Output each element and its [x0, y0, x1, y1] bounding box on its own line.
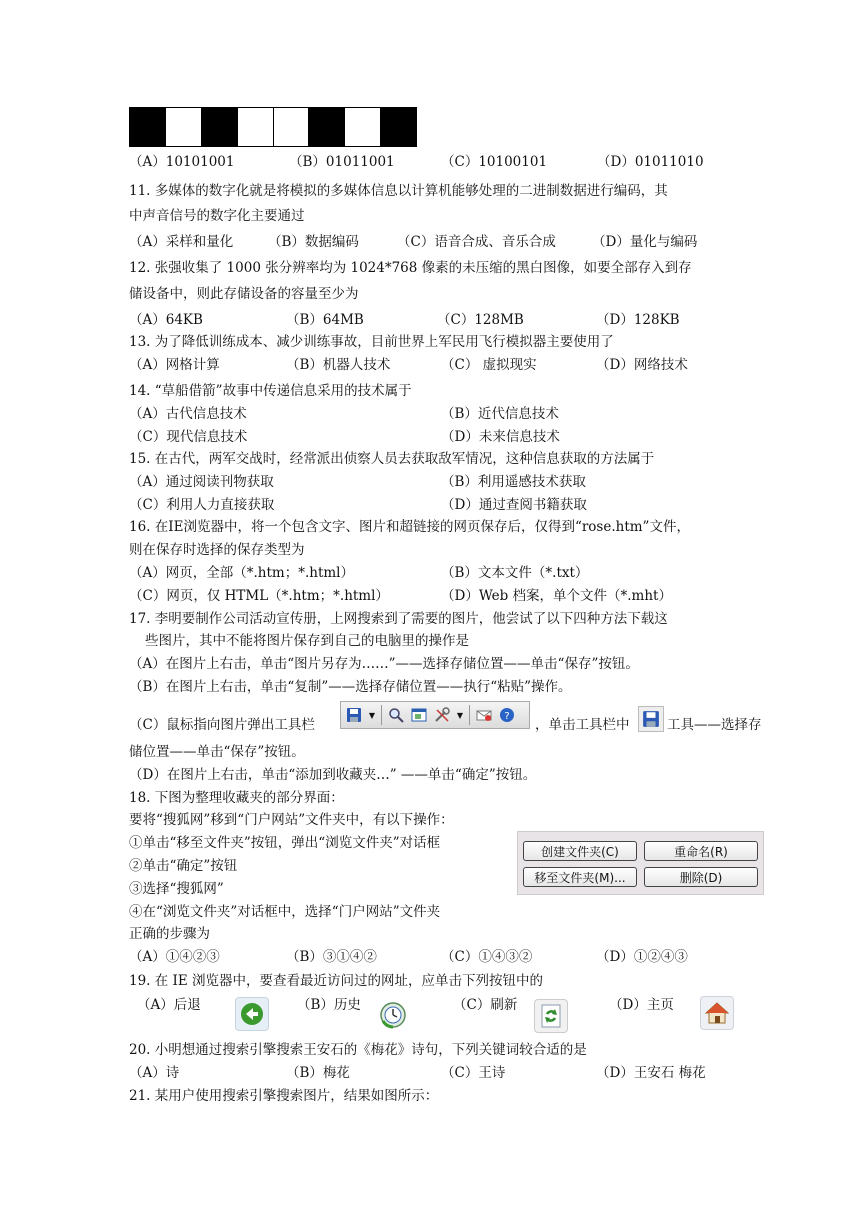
q11-option-a: （A）采样和量化 [129, 234, 234, 250]
q18-option-b: （B）③①④② [286, 949, 377, 965]
q16-option-c: （C）网页，仅 HTML（*.htm；*.html） [129, 588, 389, 604]
organize-favorites-panel [517, 831, 764, 895]
chevron-down-icon: ▼ [368, 710, 376, 720]
q17-option-b: （B）在图片上右击，单击“复制”——选择存储位置——执行“粘贴”操作。 [129, 679, 572, 695]
q19-option-b: （B）历史 [297, 997, 361, 1013]
rename-button[interactable]: 重命名(R) [644, 841, 758, 861]
q11-option-b: （B）数据编码 [268, 234, 359, 250]
q11-option-c: （C）语音合成、音乐合成 [397, 234, 556, 250]
barcode-cell-3 [202, 108, 238, 146]
q15-line1: 15. 在古代，两军交战时，经常派出侦察人员去获取敌军情况，这种信息获取的方法属于 [129, 451, 655, 467]
q15-option-a: （A）通过阅读刊物获取 [129, 474, 274, 490]
q12-line1: 12. 张强收集了 1000 张分辨率均为 1024*768 像素的未压缩的黑白图像，如要全部存入到存 [129, 260, 692, 276]
q11-line2: 中声音信号的数字化主要通过 [129, 208, 305, 224]
q17-option-c-part2: ，单击工具栏中 [535, 717, 630, 733]
q14-option-b: （B）近代信息技术 [441, 406, 559, 422]
q17-option-d: （D）在图片上右击，单击“添加到收藏夹…” ——单击“确定”按钮。 [129, 767, 537, 783]
home-icon[interactable] [700, 996, 734, 1030]
q13-option-d: （D）网络技术 [596, 357, 688, 373]
q20-option-b: （B）梅花 [286, 1065, 350, 1081]
barcode-cell-1 [130, 108, 166, 146]
q20-option-a: （A）诗 [129, 1065, 180, 1081]
barcode-cell-2 [166, 108, 202, 146]
barcode-cell-8 [381, 108, 416, 146]
q15-option-b: （B）利用遥感技术获取 [441, 474, 586, 490]
delete-button[interactable]: 删除(D) [644, 867, 758, 887]
toolbar-divider [469, 705, 470, 725]
q18-step-1: ①单击“移至文件夹”按钮，弹出“浏览文件夹”对话框 [129, 835, 441, 851]
q16-option-b: （B）文本文件（*.txt） [441, 565, 589, 581]
q18-step-4: ④在“浏览文件夹”对话框中，选择“门户网站”文件夹 [129, 904, 441, 920]
q14-line1: 14. “草船借箭”故事中传递信息采用的技术属于 [129, 383, 412, 399]
back-icon[interactable] [235, 997, 269, 1031]
chevron-down-icon: ▼ [456, 710, 464, 720]
q11-line1: 11. 多媒体的数字化就是将模拟的多媒体信息以计算机能够处理的二进制数据进行编码，其 [129, 183, 668, 199]
mail-icon [475, 706, 493, 724]
magnifier-icon [387, 706, 405, 724]
q13-option-c: （C） 虚拟现实 [441, 357, 537, 373]
q18-option-d: （D）①②④③ [596, 949, 688, 965]
move-to-folder-button[interactable]: 移至文件夹(M)... [523, 867, 637, 887]
q17-line2: 些图片，其中不能将图片保存到自己的电脑里的操作是 [145, 633, 469, 649]
q19-line1: 19. 在 IE 浏览器中，要查看最近访问过的网址，应单击下列按钮中的 [129, 973, 544, 989]
q13-option-a: （A）网格计算 [129, 357, 220, 373]
q17-option-c-part4: 储位置——单击“保存”按钮。 [129, 744, 305, 760]
q17-option-a: （A）在图片上右击，单击“图片另存为……”——选择存储位置——单击“保存”按钮。 [129, 656, 639, 672]
q17-option-c-part3: 工具——选择存 [667, 717, 762, 733]
q15-option-c: （C）利用人力直接获取 [129, 497, 275, 513]
q14-option-c: （C）现代信息技术 [129, 429, 248, 445]
q21-line1: 21. 某用户使用搜索引擎搜索图片，结果如图所示： [129, 1088, 439, 1104]
q20-option-c: （C）王诗 [441, 1065, 506, 1081]
q16-line2: 则在保存时选择的保存类型为 [129, 542, 305, 558]
q18-line1: 18. 下图为整理收藏夹的部分界面： [129, 790, 344, 806]
q10-option-b: （B）01011001 [289, 154, 395, 170]
q17-option-c-part1: （C）鼠标指向图片弹出工具栏 [129, 717, 315, 733]
refresh-icon[interactable] [534, 999, 568, 1033]
q12-option-c: （C）128MB [437, 312, 524, 328]
q16-line1: 16. 在IE浏览器中，将一个包含文字、图片和超链接的网页保存后，仅得到“rose.htm”文件， [129, 519, 690, 535]
svg-text:?: ? [504, 711, 510, 722]
q13-option-b: （B）机器人技术 [286, 357, 391, 373]
q12-option-a: （A）64KB [129, 312, 203, 328]
help-icon [498, 706, 516, 724]
create-folder-button[interactable]: 创建文件夹(C) [523, 841, 637, 861]
q16-option-d: （D）Web 档案，单个文件（*.mht） [441, 588, 672, 604]
q15-option-d: （D）通过查阅书籍获取 [441, 497, 587, 513]
q16-option-a: （A）网页，全部（*.htm；*.html） [129, 565, 354, 581]
image-toolbar [340, 701, 530, 729]
q18-option-a: （A）①④②③ [129, 949, 220, 965]
barcode-cell-4 [238, 108, 274, 146]
q18-line2: 要将“搜狐网”移到“门户网站”文件夹中，有以下操作： [129, 812, 454, 828]
q18-option-c: （C）①④③② [441, 949, 533, 965]
q13-line1: 13. 为了降低训练成本、减少训练事故，目前世界上军民用飞行模拟器主要使用了 [129, 334, 614, 350]
q12-line2: 储设备中，则此存储设备的容量至少为 [129, 286, 359, 302]
q10-option-a: （A）10101001 [129, 154, 235, 170]
barcode-cell-5 [274, 108, 310, 146]
q14-option-d: （D）未来信息技术 [441, 429, 560, 445]
barcode-cell-6 [309, 108, 345, 146]
q14-option-a: （A）古代信息技术 [129, 406, 247, 422]
q10-option-d: （D）01011010 [597, 154, 704, 170]
q20-option-d: （D）王安石 梅花 [596, 1065, 706, 1081]
q20-line1: 20. 小明想通过搜索引擎搜索王安石的《梅花》诗句，下列关键词较合适的是 [129, 1042, 587, 1058]
q12-option-b: （B）64MB [286, 312, 364, 328]
save-icon [345, 706, 363, 724]
q19-option-c: （C）刷新 [453, 997, 518, 1013]
q18-order-label: 正确的步骤为 [129, 926, 210, 942]
q19-option-d: （D）主页 [609, 997, 674, 1013]
q17-line1: 17. 李明要制作公司活动宣传册，上网搜索到了需要的图片，他尝试了以下四种方法下载这 [129, 611, 668, 627]
q18-step-2: ②单击“确定”按钮 [129, 858, 238, 874]
barcode-image [129, 107, 417, 147]
q10-option-c: （C）10100101 [441, 154, 548, 170]
save-icon [638, 706, 664, 732]
window-icon [410, 706, 428, 724]
barcode-cell-7 [345, 108, 381, 146]
q19-option-a: （A）后退 [137, 997, 201, 1013]
history-icon[interactable] [377, 999, 409, 1031]
q11-option-d: （D）量化与编码 [592, 234, 698, 250]
q18-step-3: ③选择“搜狐网” [129, 881, 224, 897]
toolbar-divider [381, 705, 382, 725]
tools-icon [433, 706, 451, 724]
q12-option-d: （D）128KB [596, 312, 680, 328]
